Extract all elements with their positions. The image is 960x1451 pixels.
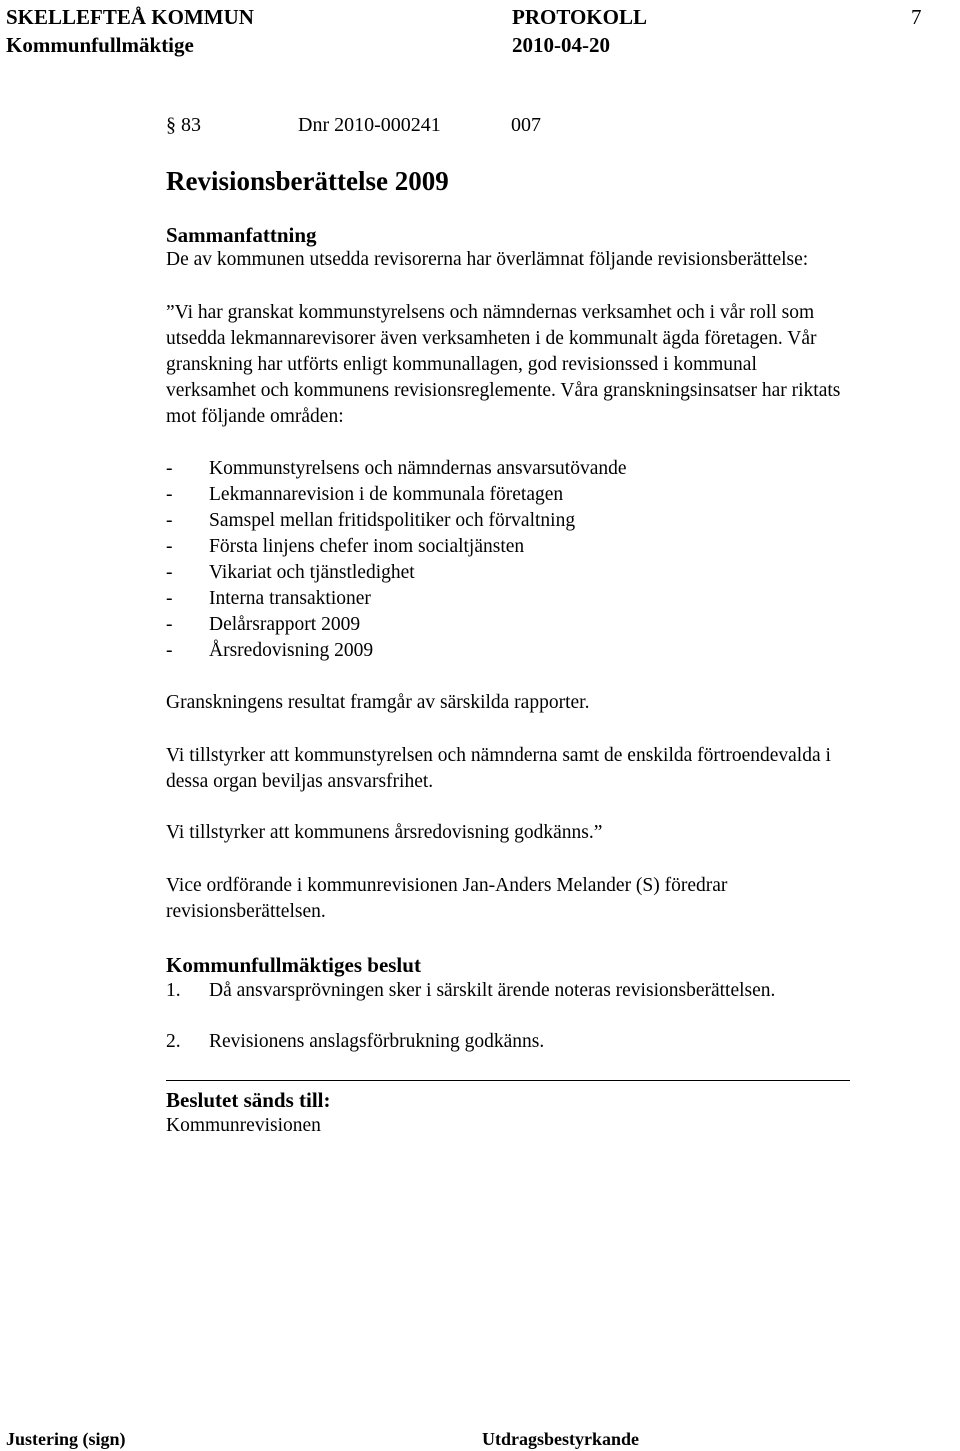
list-item (0, 456, 960, 482)
quote-line: granskning har utförts enligt kommunallagen, god revisionssed i kommunal (166, 354, 757, 375)
case-dnr: Dnr 2010-000241 (298, 114, 441, 136)
list-item (0, 638, 960, 664)
list-dash: - (166, 614, 173, 635)
list-item-text: Första linjens chefer inom socialtjänsten (209, 536, 525, 557)
body-name: Kommunfullmäktige (6, 33, 194, 57)
case-code: 007 (511, 114, 541, 136)
decision-item-number: 2. (166, 1031, 181, 1052)
quote-line: utsedda lekmannarevisorer även verksamheten i de kommunalt ägda företagen. Vår (166, 328, 817, 349)
quote-line: ”Vi har granskat kommunstyrelsens och nämndernas verksamhet och i vår roll som (166, 302, 815, 323)
decision-heading: Kommunfullmäktiges beslut (166, 953, 421, 977)
decision-item (0, 978, 960, 1004)
decision-item (0, 1029, 960, 1055)
list-item (0, 612, 960, 638)
list-item (0, 560, 960, 586)
list-item (0, 508, 960, 534)
organization-name: SKELLEFTEÅ KOMMUN (6, 5, 254, 29)
list-dash: - (166, 536, 173, 557)
list-item (0, 534, 960, 560)
paragraph-number: § 83 (166, 114, 201, 136)
list-item-text: Samspel mellan fritidspolitiker och förvaltning (209, 510, 576, 531)
page-title: Revisionsberättelse 2009 (166, 166, 449, 196)
list-item (0, 482, 960, 508)
result-text: Granskningens resultat framgår av särskilda rapporter. (166, 692, 590, 713)
list-item (0, 586, 960, 612)
page-number: 7 (911, 5, 922, 29)
list-dash: - (166, 588, 173, 609)
recommendation-annual-report: Vi tillstyrker att kommunens årsredovisning godkänns.” (166, 822, 603, 843)
list-item-text: Årsredovisning 2009 (209, 640, 374, 661)
list-dash: - (166, 640, 173, 661)
decision-item-text: Då ansvarsprövningen sker i särskilt ärende noteras revisionsberättelsen. (209, 980, 776, 1001)
recommendation-line: dessa organ beviljas ansvarsfrihet. (166, 771, 434, 792)
list-item-text: Interna transaktioner (209, 588, 371, 609)
recommendation-line: Vi tillstyrker att kommunstyrelsen och nämnderna samt de enskilda förtroendevalda i (166, 745, 831, 766)
list-item-text: Vikariat och tjänstledighet (209, 562, 415, 583)
distribution-heading: Beslutet sänds till: (166, 1088, 331, 1112)
quote-line: mot följande områden: (166, 406, 344, 427)
decision-item-text: Revisionens anslagsförbrukning godkänns. (209, 1031, 545, 1052)
summary-heading: Sammanfattning (166, 223, 317, 247)
list-item-text: Kommunstyrelsens och nämndernas ansvarsutövande (209, 458, 627, 479)
document-type: PROTOKOLL (512, 5, 647, 29)
presenter-line: revisionsberättelsen. (166, 901, 326, 922)
summary-intro: De av kommunen utsedda revisorerna har överlämnat följande revisionsberättelse: (166, 249, 809, 270)
footer-justering: Justering (sign) (6, 1429, 126, 1449)
list-dash: - (166, 484, 173, 505)
list-dash: - (166, 458, 173, 479)
list-item-text: Delårsrapport 2009 (209, 614, 361, 635)
separator-line (166, 1080, 850, 1081)
distribution-recipient: Kommunrevisionen (166, 1115, 321, 1136)
list-dash: - (166, 510, 173, 531)
footer-utdragsbestyrkande: Utdragsbestyrkande (482, 1429, 640, 1449)
presenter-line: Vice ordförande i kommunrevisionen Jan-Anders Melander (S) föredrar (166, 875, 728, 896)
list-item-text: Lekmannarevision i de kommunala företagen (209, 484, 564, 505)
decision-item-number: 1. (166, 980, 181, 1001)
list-dash: - (166, 562, 173, 583)
document-date: 2010-04-20 (512, 33, 610, 57)
quote-line: verksamhet och kommunens revisionsreglemente. Våra granskningsinsatser har riktats (166, 380, 841, 401)
